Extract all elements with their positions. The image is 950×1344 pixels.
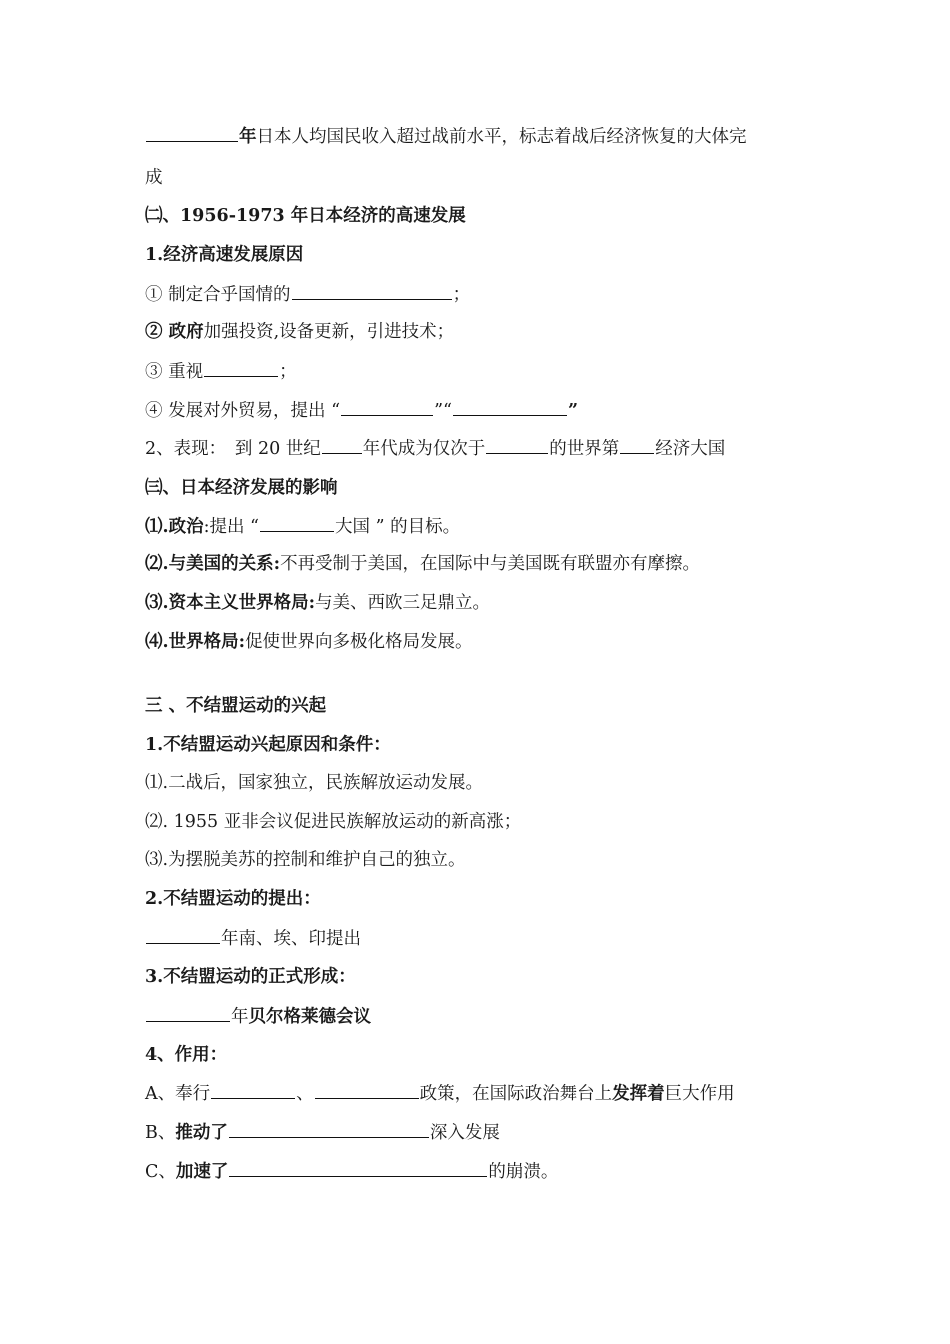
fill-blank[interactable] (620, 436, 654, 454)
fill-blank[interactable] (453, 398, 567, 416)
role-b: B、推动了 深入发展 (145, 1120, 500, 1145)
nam-role-heading: 4、作用： (145, 1045, 228, 1065)
section-2-title: ㈡、1956-1973 年日本经济的高速发展 (145, 206, 466, 226)
nam-causes-heading: 1.不结盟运动兴起原因和条件： (145, 735, 391, 755)
role-c: C、加速了 的崩溃。 (145, 1159, 558, 1184)
nam-proposal-heading: 2.不结盟运动的提出： (145, 889, 321, 909)
fill-blank[interactable] (146, 926, 220, 944)
part-3-title: 三 、不结盟运动的兴起 (145, 696, 327, 716)
performance-line: 2、表现： 到 20 世纪 年代成为仅次于 的世界第 经济大国 (145, 436, 725, 461)
nam-cause-1: ⑴.二战后，国家独立，民族解放运动发展。 (145, 773, 484, 793)
line-recovery: 年日本人均国民收入超过战前水平，标志着战后经济恢复的大体完 (145, 124, 747, 149)
nam-formation-heading: 3.不结盟运动的正式形成： (145, 967, 356, 987)
nam-formation-line: 年贝尔格莱德会议 (145, 1004, 371, 1029)
line-recovery-cont: 成 (145, 168, 163, 188)
reason-2: ② 政府加强投资,设备更新，引进技术； (145, 322, 455, 342)
fill-blank[interactable] (341, 398, 433, 416)
nam-cause-3: ⑶.为摆脱美苏的控制和维护自己的独立。 (145, 850, 466, 870)
fill-blank[interactable] (260, 514, 334, 532)
impact-2: ⑵.与美国的关系:不再受制于美国，在国际中与美国既有联盟亦有摩擦。 (145, 554, 701, 574)
fill-blank[interactable] (292, 282, 452, 300)
impact-1: ⑴.政治:提出 “ 大国 ” 的目标。 (145, 514, 460, 539)
fill-blank[interactable] (486, 436, 548, 454)
reason-4: ④ 发展对外贸易，提出 “ ”“ ” (145, 398, 578, 423)
reason-3: ③ 重视 ； (145, 359, 297, 384)
reason-1: ① 制定合乎国情的 ； (145, 282, 470, 307)
section-3-title: ㈢、日本经济发展的影响 (145, 478, 338, 498)
fill-blank[interactable] (146, 124, 238, 142)
fill-blank[interactable] (322, 436, 362, 454)
reasons-heading: 1.经济高速发展原因 (145, 245, 304, 265)
fill-blank[interactable] (315, 1081, 419, 1099)
impact-4: ⑷.世界格局:促使世界向多极化格局发展。 (145, 632, 473, 652)
impact-3: ⑶.资本主义世界格局:与美、西欧三足鼎立。 (145, 593, 491, 613)
fill-blank[interactable] (229, 1120, 429, 1138)
fill-blank[interactable] (229, 1159, 487, 1177)
fill-blank[interactable] (146, 1004, 230, 1022)
nam-proposal-line: 年南、埃、印提出 (145, 926, 361, 951)
fill-blank[interactable] (211, 1081, 295, 1099)
nam-cause-2: ⑵. 1955 亚非会议促进民族解放运动的新高涨； (145, 812, 522, 832)
role-a: A、奉行 、 政策，在国际政治舞台上发挥着巨大作用 (145, 1081, 735, 1106)
fill-blank[interactable] (204, 359, 278, 377)
